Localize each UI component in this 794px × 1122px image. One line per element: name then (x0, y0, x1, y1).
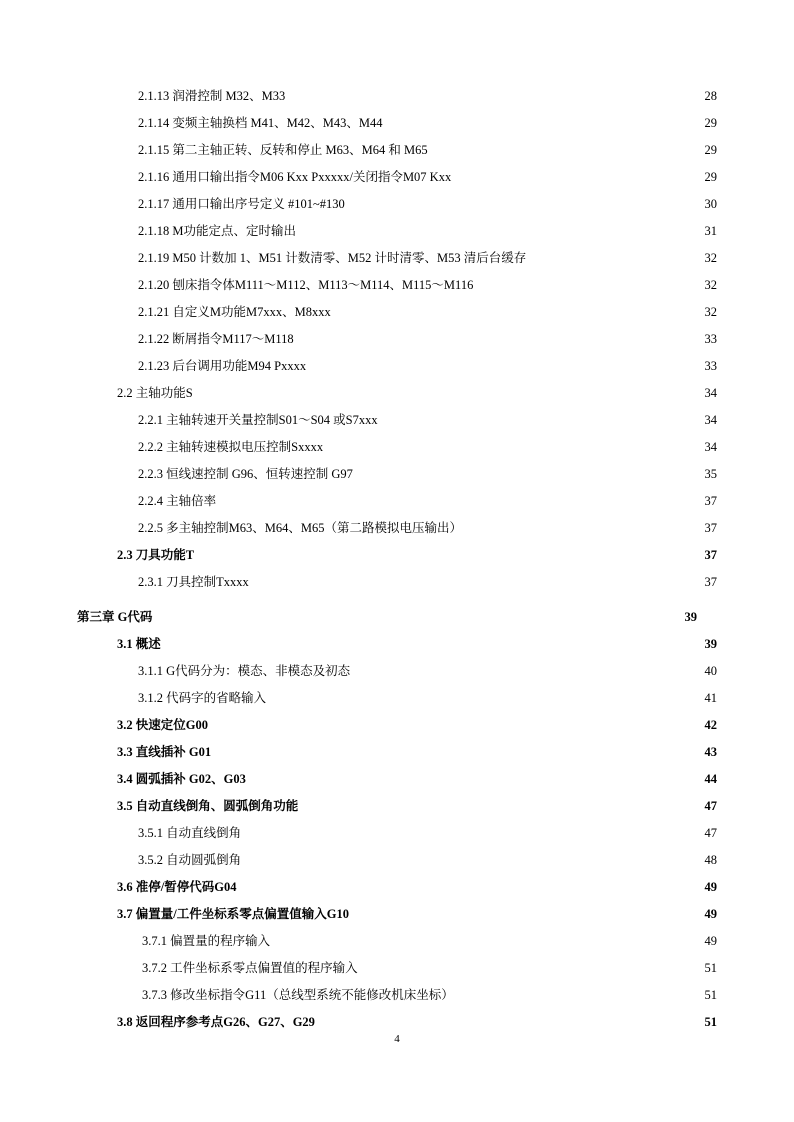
toc-entry-page: 51 (704, 961, 717, 975)
toc-entry-page: 44 (704, 772, 717, 786)
toc-entry-label: 3.7.1 偏置量的程序输入 (142, 934, 271, 948)
toc-entry-2-2-1[interactable] (138, 408, 717, 428)
toc-entry-page: 51 (704, 988, 717, 1002)
toc-entry-2-2[interactable] (117, 381, 717, 401)
toc-entry-2-1-15[interactable] (138, 138, 717, 158)
toc-entry-label: 2.1.17 通用口输出序号定义 #101~#130 (138, 197, 345, 211)
toc-entry-page: 32 (704, 305, 717, 319)
toc-entry-page: 43 (704, 745, 717, 759)
toc-entry-label: 3.3 直线插补 G01 (117, 745, 212, 759)
toc-entry-page: 34 (704, 440, 717, 454)
toc-entry-3-4[interactable] (117, 767, 717, 787)
toc-entry-page: 39 (704, 637, 717, 651)
toc-entry-label: 2.3 刀具功能T (117, 548, 195, 562)
toc-entry-label: 3.5.1 自动直线倒角 (138, 826, 242, 840)
toc-entry-label: 2.1.22 断屑指令M117～M118 (138, 332, 294, 346)
toc-entry-label: 3.1.2 代码字的省略输入 (138, 691, 267, 705)
toc-entry-2-1-17[interactable] (138, 192, 717, 212)
toc-entry-page: 49 (704, 880, 717, 894)
toc-entry-2-1-22[interactable] (138, 327, 717, 347)
toc-entry-label: 2.1.20 刨床指令体M111～M112、M113～M114、M115～M116 (138, 278, 474, 292)
toc-entry-label: 3.7.3 修改坐标指令G11（总线型系统不能修改机床坐标） (142, 988, 454, 1002)
toc-entry-2-1-18[interactable] (138, 219, 717, 239)
toc-entry-page: 32 (704, 278, 717, 292)
toc-entry-label: 2.2.2 主轴转速模拟电压控制Sxxxx (138, 440, 324, 454)
toc-entry-3-7-1[interactable] (142, 929, 717, 949)
toc-entry-3-7-3[interactable] (142, 983, 717, 1003)
toc-entry-page: 37 (704, 494, 717, 508)
toc-entry-page: 51 (704, 1015, 717, 1029)
toc-entry-page: 41 (704, 691, 717, 705)
toc-entry-label: 2.2.5 多主轴控制M63、M64、M65（第二路模拟电压输出） (138, 521, 462, 535)
toc-entry-2-2-3[interactable] (138, 462, 717, 482)
toc-entry-2-3[interactable] (117, 543, 717, 563)
toc-entry-label: 2.2.1 主轴转速开关量控制S01～S04 或S7xxx (138, 413, 378, 427)
toc-entry-3-5[interactable] (117, 794, 717, 814)
toc-entry-2-2-2[interactable] (138, 435, 717, 455)
toc-entry-label: 2.1.23 后台调用功能M94 Pxxxx (138, 359, 307, 373)
toc-entry-2-2-4[interactable] (138, 489, 717, 509)
toc-entry-3-5-2[interactable] (138, 848, 717, 868)
toc-entry-label: 2.2.3 恒线速控制 G96、恒转速控制 G97 (138, 467, 353, 481)
toc-entry-2-1-20[interactable] (138, 273, 717, 293)
toc-entry-page: 29 (704, 170, 717, 184)
toc-entry-3-2[interactable] (117, 713, 717, 733)
toc-entry-chapter-3[interactable] (77, 605, 697, 625)
toc-entry-2-1-16[interactable] (138, 165, 717, 185)
toc-entry-label: 2.1.19 M50 计数加 1、M51 计数清零、M52 计时清零、M53 清后台缓存 (138, 251, 527, 265)
toc-entry-page: 49 (704, 907, 717, 921)
toc-entry-page: 31 (704, 224, 717, 238)
toc-entry-page: 37 (704, 521, 717, 535)
toc-entry-page: 30 (704, 197, 717, 211)
toc-entry-label: 3.5.2 自动圆弧倒角 (138, 853, 242, 867)
toc-entry-label: 2.2 主轴功能S (117, 386, 193, 400)
toc-entry-label: 2.2.4 主轴倍率 (138, 494, 217, 508)
toc-entry-label: 3.5 自动直线倒角、圆弧倒角功能 (117, 799, 299, 813)
toc-entry-label: 3.7 偏置量/工件坐标系零点偏置值输入G10 (117, 907, 349, 921)
toc-entry-label: 3.2 快速定位G00 (117, 718, 208, 732)
toc-entry-page: 37 (704, 548, 717, 562)
toc-entry-page: 28 (704, 89, 717, 103)
toc-entry-page: 47 (704, 826, 717, 840)
toc-entry-label: 3.6 准停/暂停代码G04 (117, 880, 237, 894)
toc-entry-3-7[interactable] (117, 902, 717, 922)
toc-entry-label: 2.1.18 M功能定点、定时输出 (138, 224, 296, 238)
toc-entry-page: 37 (704, 575, 717, 589)
toc-entry-page: 47 (704, 799, 717, 813)
toc-entry-label: 3.1.1 G代码分为：模态、非模态及初态 (138, 664, 351, 678)
toc-entry-label: 3.1 概述 (117, 637, 161, 651)
toc-entry-page: 39 (684, 610, 697, 624)
toc-entry-label: 2.1.16 通用口输出指令M06 Kxx Pxxxxx/关闭指令M07 Kxx (138, 170, 452, 184)
toc-entry-label: 3.4 圆弧插补 G02、G03 (117, 772, 246, 786)
toc-entry-page: 32 (704, 251, 717, 265)
toc-entry-label: 2.1.21 自定义M功能M7xxx、M8xxx (138, 305, 331, 319)
toc-entry-2-1-19[interactable] (138, 246, 717, 266)
footer-page-number: 4 (394, 1033, 400, 1045)
toc-entry-page: 40 (704, 664, 717, 678)
toc-entry-3-7-2[interactable] (142, 956, 717, 976)
toc-entry-page: 42 (704, 718, 717, 732)
toc-entry-page: 29 (704, 116, 717, 130)
toc-entry-3-5-1[interactable] (138, 821, 717, 841)
toc-entry-3-1-2[interactable] (138, 686, 717, 706)
toc-entry-3-3[interactable] (117, 740, 717, 760)
toc-entry-page: 35 (704, 467, 717, 481)
toc-entry-page: 48 (704, 853, 717, 867)
toc-entry-2-2-5[interactable] (138, 516, 717, 536)
toc-entry-page: 29 (704, 143, 717, 157)
toc-entry-page: 34 (704, 386, 717, 400)
toc-entry-page: 33 (704, 359, 717, 373)
toc-entry-label: 2.1.13 润滑控制 M32、M33 (138, 89, 286, 103)
toc-entry-label: 2.1.14 变频主轴换档 M41、M42、M43、M44 (138, 116, 383, 130)
toc-entry-label: 第三章 G代码 (77, 610, 153, 624)
toc-entry-page: 34 (704, 413, 717, 427)
toc-entry-page: 33 (704, 332, 717, 346)
toc-entry-3-8[interactable] (117, 1010, 717, 1030)
toc-entry-3-1-1[interactable] (138, 659, 717, 679)
toc-entry-label: 3.8 返回程序参考点G26、G27、G29 (117, 1015, 315, 1029)
toc-entry-label: 2.3.1 刀具控制Txxxx (138, 575, 249, 589)
toc-entry-2-1-13[interactable] (138, 84, 717, 104)
toc-entry-page: 49 (704, 934, 717, 948)
toc-entry-2-3-1[interactable] (138, 570, 717, 590)
toc-entry-3-6[interactable] (117, 875, 717, 895)
toc-entry-3-1[interactable] (117, 632, 717, 652)
toc-entry-2-1-21[interactable] (138, 300, 717, 320)
toc-entry-2-1-23[interactable] (138, 354, 717, 374)
toc-entry-2-1-14[interactable] (138, 111, 717, 131)
toc-entry-label: 2.1.15 第二主轴正转、反转和停止 M63、M64 和 M65 (138, 143, 428, 157)
toc-entry-label: 3.7.2 工件坐标系零点偏置值的程序输入 (142, 961, 358, 975)
